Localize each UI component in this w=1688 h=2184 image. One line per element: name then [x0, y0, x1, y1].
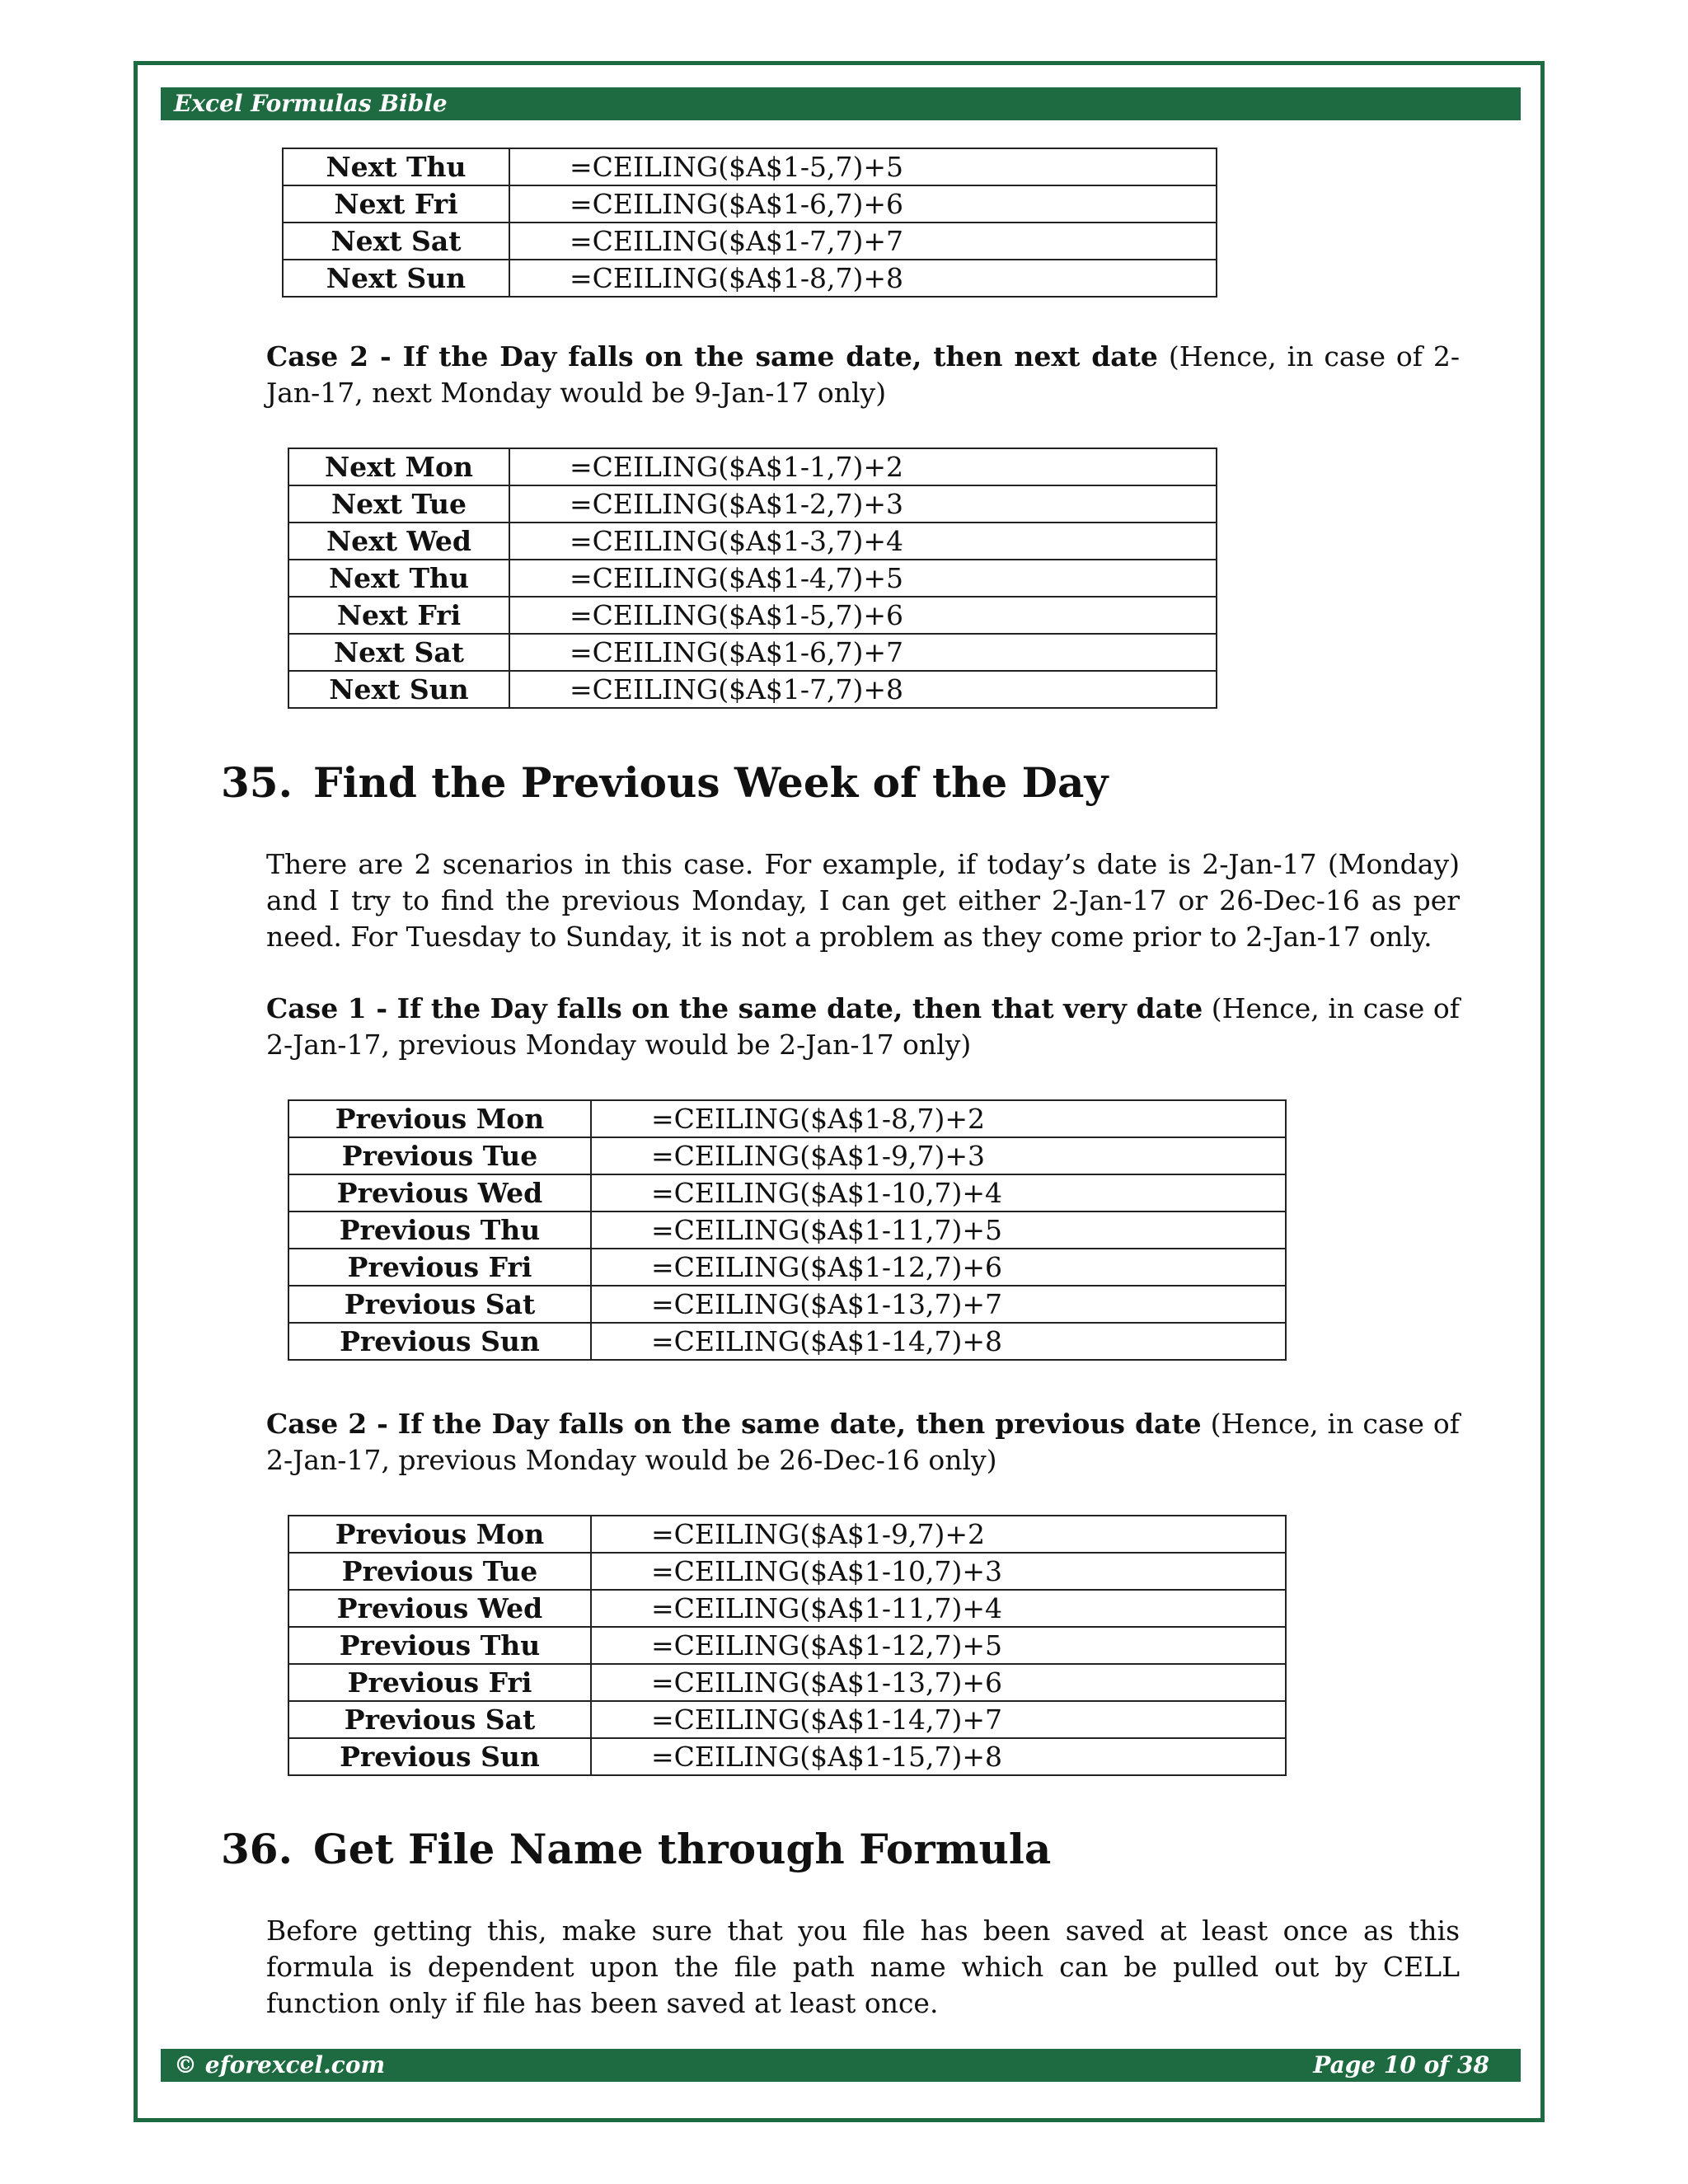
table-row [288, 1249, 1286, 1286]
day-label-cell: Previous Fri [288, 1664, 591, 1701]
table-row [288, 1664, 1286, 1701]
formula-cell: =CEILING($A$1-11,7)+4 [591, 1590, 1286, 1627]
section-35-number: 35. [221, 758, 293, 807]
day-label-cell: Previous Tue [288, 1137, 591, 1174]
table-row [288, 1738, 1286, 1775]
table-row [283, 148, 1217, 185]
day-label-cell: Next Sat [283, 223, 509, 260]
header-title: Excel Formulas Bible [174, 90, 448, 117]
case1-previous-heading: Case 1 - If the Day falls on the same date, then that very date [266, 992, 1203, 1024]
case2-previous-paragraph [266, 1406, 1460, 1479]
table-row [283, 185, 1217, 223]
formula-cell: =CEILING($A$1-13,7)+6 [591, 1664, 1286, 1701]
formula-cell: =CEILING($A$1-3,7)+4 [509, 523, 1217, 560]
section-36-number: 36. [221, 1825, 293, 1873]
page-footer [161, 2049, 1521, 2082]
formula-cell: =CEILING($A$1-7,7)+8 [509, 671, 1217, 708]
formula-cell: =CEILING($A$1-12,7)+6 [591, 1249, 1286, 1286]
section-35-title: Find the Previous Week of the Day [313, 758, 1109, 807]
formula-cell: =CEILING($A$1-6,7)+7 [509, 634, 1217, 671]
table-row [288, 485, 1217, 523]
case2-next-paragraph [266, 339, 1460, 411]
day-label-cell: Next Tue [288, 485, 509, 523]
previous-day-table-case2 [288, 1515, 1287, 1776]
section-35-intro: There are 2 scenarios in this case. For example, if today’s date is 2-Jan-17 (Monday) and I try to find the previous Monday, I can get either 2-Jan-17 or 26-Dec-16 as per need. For Tuesday to Sunday, it is not a problem as they come prior to 2-Jan-17 only. [266, 848, 1460, 953]
page-header [161, 87, 1521, 120]
day-label-cell: Next Sun [288, 671, 509, 708]
table-row [288, 1516, 1286, 1553]
footer-site: © eforexcel.com [174, 2051, 386, 2079]
formula-cell: =CEILING($A$1-14,7)+8 [591, 1323, 1286, 1360]
formula-cell: =CEILING($A$1-11,7)+5 [591, 1212, 1286, 1249]
day-label-cell: Previous Thu [288, 1212, 591, 1249]
day-label-cell: Previous Sun [288, 1323, 591, 1360]
section-36-intro: Before getting this, make sure that you file has been saved at least once as this formula is dependent upon the file path name which can be pulled out by CELL function only if file has been saved at least once. [266, 1915, 1460, 2019]
table-row [283, 223, 1217, 260]
table-row [288, 1212, 1286, 1249]
day-label-cell: Previous Sat [288, 1286, 591, 1323]
table-row [288, 1590, 1286, 1627]
formula-cell: =CEILING($A$1-12,7)+5 [591, 1627, 1286, 1664]
formula-cell: =CEILING($A$1-14,7)+7 [591, 1701, 1286, 1738]
table-row [288, 1323, 1286, 1360]
table-row [288, 1627, 1286, 1664]
section-35-heading [221, 758, 1108, 808]
table-row [288, 448, 1217, 485]
formula-cell: =CEILING($A$1-10,7)+4 [591, 1174, 1286, 1212]
formula-cell: =CEILING($A$1-7,7)+7 [509, 223, 1217, 260]
formula-cell: =CEILING($A$1-5,7)+6 [509, 597, 1217, 634]
case2-next-note: (Hence, in case of 2-Jan-17, next Monday would be 9-Jan-17 only) [266, 340, 1460, 409]
previous-day-table-case1 [288, 1099, 1287, 1361]
day-label-cell: Previous Mon [288, 1100, 591, 1137]
day-label-cell: Next Thu [283, 148, 509, 185]
formula-cell: =CEILING($A$1-15,7)+8 [591, 1738, 1286, 1775]
table-row [288, 671, 1217, 708]
table-row [283, 260, 1217, 297]
day-label-cell: Previous Wed [288, 1174, 591, 1212]
table-row [288, 1286, 1286, 1323]
next-day-table-case2 [288, 448, 1217, 709]
table-row [288, 1137, 1286, 1174]
day-label-cell: Next Sat [288, 634, 509, 671]
footer-page-number: Page 10 of 38 [1313, 2051, 1489, 2079]
section-36-title: Get File Name through Formula [313, 1825, 1052, 1873]
table-row [288, 634, 1217, 671]
formula-cell: =CEILING($A$1-8,7)+8 [509, 260, 1217, 297]
formula-cell: =CEILING($A$1-9,7)+2 [591, 1516, 1286, 1553]
formula-cell: =CEILING($A$1-13,7)+7 [591, 1286, 1286, 1323]
section-36-heading [221, 1825, 1051, 1874]
day-label-cell: Previous Wed [288, 1590, 591, 1627]
case1-previous-note: (Hence, in case of 2-Jan-17, previous Monday would be 2-Jan-17 only) [266, 992, 1461, 1061]
case1-previous-paragraph [266, 991, 1460, 1063]
day-label-cell: Previous Thu [288, 1627, 591, 1664]
formula-cell: =CEILING($A$1-8,7)+2 [591, 1100, 1286, 1137]
table-row [288, 523, 1217, 560]
table-row [288, 1701, 1286, 1738]
formula-cell: =CEILING($A$1-9,7)+3 [591, 1137, 1286, 1174]
formula-cell: =CEILING($A$1-4,7)+5 [509, 560, 1217, 597]
table-row [288, 1553, 1286, 1590]
formula-cell: =CEILING($A$1-10,7)+3 [591, 1553, 1286, 1590]
formula-cell: =CEILING($A$1-1,7)+2 [509, 448, 1217, 485]
formula-cell: =CEILING($A$1-5,7)+5 [509, 148, 1217, 185]
table-row [288, 1100, 1286, 1137]
formula-cell: =CEILING($A$1-2,7)+3 [509, 485, 1217, 523]
case2-previous-note: (Hence, in case of 2-Jan-17, previous Monday would be 26-Dec-16 only) [266, 1408, 1461, 1476]
day-label-cell: Next Thu [288, 560, 509, 597]
day-label-cell: Previous Mon [288, 1516, 591, 1553]
next-day-table-case1 [282, 148, 1217, 298]
table-row [288, 597, 1217, 634]
day-label-cell: Previous Sun [288, 1738, 591, 1775]
table-row [288, 560, 1217, 597]
case2-next-heading: Case 2 - If the Day falls on the same date, then next date [266, 340, 1158, 373]
case2-previous-heading: Case 2 - If the Day falls on the same date, then previous date [266, 1408, 1202, 1440]
day-label-cell: Next Fri [283, 185, 509, 223]
day-label-cell: Next Fri [288, 597, 509, 634]
formula-cell: =CEILING($A$1-6,7)+6 [509, 185, 1217, 223]
day-label-cell: Next Mon [288, 448, 509, 485]
day-label-cell: Previous Sat [288, 1701, 591, 1738]
day-label-cell: Previous Fri [288, 1249, 591, 1286]
day-label-cell: Previous Tue [288, 1553, 591, 1590]
day-label-cell: Next Sun [283, 260, 509, 297]
day-label-cell: Next Wed [288, 523, 509, 560]
table-row [288, 1174, 1286, 1212]
